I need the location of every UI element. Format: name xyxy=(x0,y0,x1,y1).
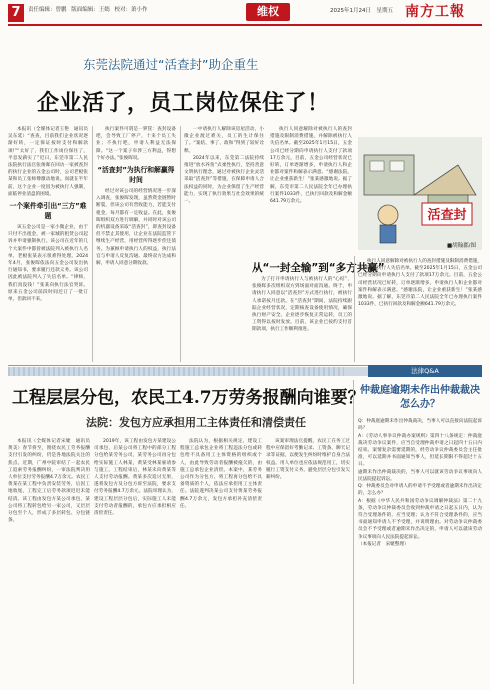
article1-subhead-1: 一个案件牵引出“三方”难题 xyxy=(9,202,87,221)
column-rule xyxy=(353,380,354,684)
layout-editor-name: 版面编辑：王嫣 xyxy=(71,7,110,13)
photo-credit: ■胡翰郡/图 xyxy=(446,243,476,249)
article2-subtitle: 法院：发包方应承担用工主体责任和清偿责任 xyxy=(86,416,306,429)
article2-column-2 xyxy=(94,438,176,684)
article1-col3b-body: 执行人同意解除对被执行人的查封措施及限制消费措施，并解除被执行人失信名单。截至2025年1月15日，五金公司已经分期向申请执行人支付了款项17万余元。目前，五金公司经营状况已好转，订单逐渐增多，申请执行人和企业都对案件和解表示满意。“感谢法院，让企业重获新生！”张某感激地说。据了解，东莞市第二人民法院全年已办理执行案件1033件，已执行回款及和解金额641.79万余元。 xyxy=(270,127,352,205)
issue-date: 2025年1月24日 星期五 xyxy=(330,8,393,14)
qa-question-1: Q：仲裁庭逾期未作出仲裁裁决，当事人可以直接向法院起诉吗？ xyxy=(358,419,482,432)
qa-title: 仲裁庭逾期未作出仲裁裁决怎么办？ xyxy=(360,385,480,410)
article1-column-1 xyxy=(8,126,88,362)
page-header xyxy=(0,0,490,40)
header-rule xyxy=(8,24,482,26)
section-tag: 维权 xyxy=(246,3,290,21)
article1-column-3 xyxy=(184,126,264,256)
article2-column-4 xyxy=(266,438,350,684)
article1-col1-lead: 本报讯（全媒体记者王艳 通讯员吴东延）“查查，目前我们企业状况逐渐好转，一定保证按时支付和解款项!”“太好了，我们工作岗位保住了，平息发薪实了”近日，东莞市第二人民法院执行法官张俊晖在回访一家被查封的执行企业的五金公司时，公司老板张某和员工张师傅激动地说。而就在半年前，这个企业一度因为被执行人强制，面临停业清盘的困境。 xyxy=(8,127,88,197)
article1-col3-lead: 一中请执行人解除该房屋活动，小微企业渡过难关，员工的生计保住了。“案结、事了、政和”得到了较好诠释。 xyxy=(184,127,264,154)
article2-column-3 xyxy=(180,438,262,684)
article2-headline: 工程层层分包，农民工4.7万劳务报酬向谁要？ xyxy=(12,388,365,408)
column-rule xyxy=(92,126,93,362)
article1-column-5 xyxy=(358,258,482,362)
article1-subhead-2: “活查封”为执行和解赢得时间 xyxy=(97,166,175,185)
article2-col3-body: 法院认为，根据相关规定，建设工程施工总承包企业将工程违法分包或转包给不具备用工主体资格的组织或个人，由此导致劳动者报酬被拖欠的，由施工总承包企业清偿。本案中，某劳务公司作为分包方，将工程再分包给不具备资质的个人，依法应承担用工主体责任。法院遂判决某公司支付黄某劳务报酬4.7万余元，发包方承担补充清偿责任。 xyxy=(180,439,262,509)
pull-quote: 从“一封全输”到“多方共赢” xyxy=(252,262,385,274)
qa-question-2: Q：仲裁委员会对申请人的申请不予受理或者逾期未作出决定的，怎么办？ xyxy=(358,484,482,497)
article1-col1-body: 该五金公司是一家小微企业，由于只付不出租金，被一家城的租赁公司起诉并申请强制执行。该公司在近年的几个大案件中都曾被法院列入被执行人名单，老板张某表示很难得处理。2024年4月，张俊晖依法向五金公司发出执行通知书，要求履行还款义务。该公司因此被法院列入了失信名单。“律师，我们真没钱！”张某向执行法官哭诉。原来五金公司前段时间还订了一批订单，但款回不来。 xyxy=(8,225,88,303)
article1-col4-body: 为了打开申请执行人与被执行人的“心结”，张俊晖多次组织双方到场面对面沟通。终于，申请执行人同意以“活查封”方式进行执行，被执行人承诺按月还款。在“活查封”期间，法院持续跟踪企业经营状况，定期核查设备使用情况，确保执行财产安全。企业逐步恢复正常运转，员工的工资得以按时发放。目前，该企业已按约支付首期款项，执行工作顺利推进。 xyxy=(252,277,352,333)
column-rule xyxy=(180,126,181,362)
editor-name: 责任编辑：曾鹏 xyxy=(28,7,67,13)
article2-col4-body: 该案审理法官提醒，农民工在务工过程中应保留好考勤记录、工资条、聊天记录等证据，以便发生纠纷时维护自身合法权益。用人单位也应依法规范用工，切实履行工资支付义务，避免层层分包引发欠薪纠纷。 xyxy=(266,439,350,481)
article1-col5-body: 执行人同意解除对被执行人的查封措施及限制消费措施，并解除被执行人失信名单。截至2025年1月15日，五金公司已经分期向申请执行人支付了款项17万余元。目前，五金公司经营状况已好转，订单逐渐增多，申请执行人和企业都对案件和解表示满意。“感谢法院，让企业重获新生！”张某感激地说。据了解，东莞市第二人民法院全年已办理执行案件1033件，已执行回款及和解金额641.79万余元。 xyxy=(358,259,482,308)
article1-column-2 xyxy=(96,126,176,362)
article1-column-3b xyxy=(270,126,352,256)
article2-column-1 xyxy=(8,438,90,684)
seal-sign-text: 活查封 xyxy=(427,208,467,223)
article1-headline: 企业活了，员工岗位保住了！ xyxy=(37,90,330,116)
page-number: 7 xyxy=(8,4,24,22)
factory-illustration xyxy=(358,137,482,250)
article1-subtitle: 东莞法院通过“活查封”助企重生 xyxy=(83,57,259,72)
article1-col3-body: 2024年以来，东莞第二法院持续推进“放水养鱼”式柔性执行，坚持善意文明执行理念，通过对被执行企业灵活采取“活查封”等措施，在保障申请人合法权益的同时，为企业保留了生产经营能力，实现了执行效果与社会效果的统一。 xyxy=(184,155,264,205)
editor-line xyxy=(28,5,151,13)
article1-column-4 xyxy=(252,276,352,362)
qa-answer-2: A：根据《中华人民共和国劳动争议调解仲裁法》第二十九条，劳动争议仲裁委员会收到仲裁申请之日起五日内，认为符合受理条件的，应当受理；认为不符合受理条件的，应当书面通知申请人不予受理，并说明理由。对劳动争议仲裁委员会不予受理或者逾期未作出决定的，申请人可以就该劳动争议事项向人民法院提起诉讼。 xyxy=(358,499,482,540)
column-rule xyxy=(354,256,355,362)
qa-answer-1: A：《劳动人事争议仲裁办案规则》第四十八条规定：仲裁庭裁决劳动争议案件，应当自受理仲裁申请之日起四十五日内结束。案情复杂需要延期的，经劳动争议仲裁委员会主任批准，可以延期并书面通知当事人，但延长期限不得超过十五日。 xyxy=(358,433,482,468)
qa-answer-1b: 逾期未作出仲裁裁决的，当事人可以就该劳动争议事项向人民法院提起诉讼。 xyxy=(358,469,482,482)
article2-col1-body: 本报讯（全媒体记者宋婕 通讯员黄美）春节将至，围绕农民工劳务报酬支付引发的纠纷，仍是各地法院关注的焦点。近期，广州中院审结了一起农民工追索劳务报酬纠纷，一审法院判决用人单位支付劳务报酬4.7万余元。农民工黄某在某工程中负责安装劳务，后因工地收尾，工程完工后劳务款项迟迟未能结清。该工程由发包方某公司承包，某公司将工程转包给另一家公司，又层层分包至个人，形成了多层转包、分包链条。 xyxy=(8,439,90,524)
newspaper-masthead: 南方工報 xyxy=(405,4,465,20)
article-photo xyxy=(358,137,482,250)
article2-col2-body: 2019年，该工程由发包方某建设公司承包，后某公司将工程中的部分工程分包给某劳务公司，某劳务公司再分包给实际施工人林某，黄某受林某雇请参与施工。工程结束后，林某未向黄某等人支付劳动报酬。黄某多次追讨无果，遂将发包方及分包方诉至法院，要求支付劳务报酬4.7万余元。法院审理认为，建设工程层层分包后，实际施工人未能支付劳动者报酬的，承包方应承担相应清偿责任。 xyxy=(94,439,176,517)
qa-body xyxy=(358,418,482,549)
qa-section-label: 法律Q&A xyxy=(368,365,482,377)
article1-col2-lead: 执行案件可谓是一箩筐：查封设备吧，会导致工厂停产，十来个员工失业；不执行吧，申请人利益无法保障。“这一个案子牵涉三方利益，得想个好办法。”张俊晖说。 xyxy=(96,127,176,161)
proofreader-name: 校对：萧小作 xyxy=(114,7,148,13)
qa-signature: （本报记者 宋婕整理） xyxy=(358,542,409,548)
article1-col2-body: 经过对该公司的经营情况进一步深入调查，张俊晖发现，虽然资金链暂时断裂，但该公司有营收能力，若能支付租金，每月都有一定收益。在此，张俊晖组织双方进行调解，并同时对该公司的机器设备采取“活查封”，即查封设备但不禁止其使用，让企业在法院监管下继续生产经营，用经营所得逐步偿还债务。为兼顾申请执行人的权益，执行法官与申请人反复沟通。最终双方达成和解，申请人同意分期收款。 xyxy=(96,189,176,267)
